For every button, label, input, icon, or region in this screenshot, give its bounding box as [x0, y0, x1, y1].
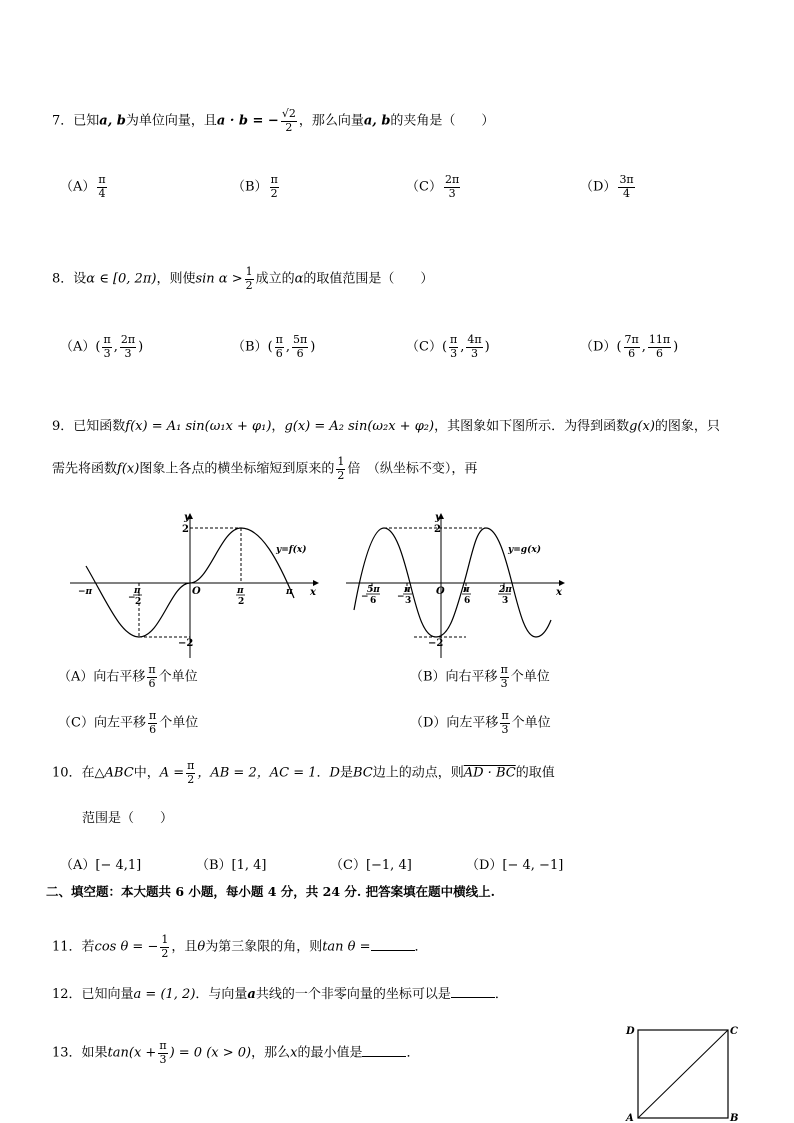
- frac-den: 6: [148, 676, 156, 690]
- q13-x: x: [290, 1045, 298, 1061]
- q9-text: 需先将函数: [52, 461, 118, 477]
- frac-num: π: [275, 333, 283, 346]
- q8-option-c[interactable]: （C）( $\frac{\pi}{3}$ , $\frac{4\pi}{3}$ ): [406, 333, 490, 360]
- frac-num: 2π: [444, 173, 460, 186]
- option-tail: 个单位: [159, 715, 199, 731]
- q11-text: 11．若: [52, 939, 95, 955]
- q10-text: 10．在△: [52, 765, 105, 781]
- option-fraction: [102, 334, 111, 360]
- q8-text: 8．设: [52, 271, 87, 287]
- section-title: 二、填空题：本大题共 6 小题，每小题 4 分，共 24 分. 把答案填在题中横线上.: [46, 884, 495, 899]
- q13-text: ．: [406, 1045, 420, 1061]
- x-tick: 6: [370, 596, 377, 606]
- x-tick: −: [397, 592, 405, 602]
- y-tick: 2: [182, 524, 189, 535]
- frac-num: π: [500, 663, 508, 676]
- q10-triangle: ABC: [104, 765, 134, 781]
- q10-angle: A =: [159, 765, 185, 781]
- q8-alpha: α: [294, 271, 304, 287]
- q8-option-a[interactable]: （A）( $\frac{\pi}{3}$ , $\frac{2\pi}{3}$ ): [60, 333, 144, 360]
- origin-label: O: [436, 586, 445, 597]
- q8-text: 成立的: [255, 271, 295, 287]
- y-tick: 2: [434, 524, 441, 535]
- option-fraction: [648, 334, 671, 360]
- q10-option-b[interactable]: （B）[1, 4]: [196, 858, 267, 873]
- q12-text: ．与向量: [195, 987, 248, 1002]
- question-9-stem-line2: [52, 456, 477, 482]
- option-label: （A）向右平移: [58, 669, 146, 685]
- q7-text: 为单位向量，且: [125, 113, 217, 129]
- q9-option-c[interactable]: [58, 710, 198, 736]
- option-fraction: [292, 334, 308, 360]
- q12-vector-a: a: [247, 987, 256, 1002]
- q7-text: ，那么向量: [298, 113, 364, 129]
- q7-option-a[interactable]: [60, 174, 109, 200]
- y-tick: −2: [428, 638, 444, 649]
- option-tail: 个单位: [511, 715, 551, 731]
- q10-option-d[interactable]: （D）[− 4, −1]: [466, 858, 564, 873]
- question-13-stem: [52, 1040, 420, 1066]
- frac-den: 2: [161, 946, 169, 960]
- frac-num: 11π: [648, 333, 671, 346]
- option-fraction: [449, 334, 458, 360]
- frac-den: 6: [296, 346, 304, 360]
- frac-den: 3: [450, 346, 458, 360]
- option-fraction: [444, 174, 460, 200]
- frac-num: π: [98, 173, 106, 186]
- question-10-stem: [52, 760, 555, 786]
- x-tick: 3: [502, 596, 509, 606]
- q7-text: 的夹角是（ ）: [390, 113, 495, 129]
- option-fraction: [275, 334, 284, 360]
- frac-num: π: [270, 173, 278, 186]
- q9-text: ，其图象如下图所示．为得到函数: [434, 419, 630, 434]
- option-tail: 个单位: [158, 669, 198, 685]
- frac-num: π: [501, 709, 509, 722]
- question-7-stem: [52, 108, 494, 134]
- q13-fraction: [158, 1040, 167, 1066]
- frac-den: 2: [337, 468, 345, 482]
- option-fraction: [270, 174, 279, 200]
- question-10-stem-line2: 范围是（ ）: [82, 811, 174, 826]
- q10-text: ．: [316, 765, 330, 781]
- q9-option-d[interactable]: [410, 710, 551, 736]
- frac-den: 2: [285, 120, 293, 134]
- option-label: （A）: [60, 179, 96, 195]
- q9-text: ，: [271, 419, 285, 434]
- q9-text: 9．已知函数: [52, 419, 126, 434]
- answer-blank[interactable]: [371, 939, 415, 951]
- vertex-c: C: [730, 1026, 738, 1037]
- q9-text: 的图象，只: [654, 419, 720, 434]
- diagonal: [638, 1030, 728, 1118]
- frac-num: 1: [161, 933, 169, 946]
- frac-den: 3: [501, 722, 509, 736]
- graph-g: [344, 510, 570, 660]
- frac-den: 3: [448, 186, 456, 200]
- frac-den: 4: [623, 186, 631, 200]
- q11-text: ．: [414, 939, 428, 955]
- frac-den: 3: [500, 676, 508, 690]
- frac-den: 6: [275, 346, 283, 360]
- q7-option-b[interactable]: [232, 174, 281, 200]
- q11-text: ，且: [171, 939, 198, 955]
- option-fraction: [120, 334, 136, 360]
- q8-inequality: sin α >: [195, 271, 243, 287]
- q9-gx: g(x): [629, 419, 655, 434]
- x-tick: π: [463, 585, 470, 595]
- question-12-stem: [52, 986, 508, 1001]
- x-tick: 5π: [367, 585, 380, 595]
- q9-fraction: [336, 456, 345, 482]
- x-tick: −: [128, 593, 136, 603]
- x-label: x: [310, 587, 316, 598]
- question-9-stem: [52, 420, 720, 433]
- x-tick: 2π: [499, 585, 512, 595]
- frac-num: 7π: [624, 333, 639, 346]
- frac-den: 6: [149, 722, 157, 736]
- x-tick: π: [134, 586, 141, 596]
- frac-num: π: [103, 333, 111, 346]
- frac-den: 3: [103, 346, 111, 360]
- curve-label: y=g(x): [508, 545, 541, 555]
- question-11-stem: [52, 934, 428, 960]
- x-label: x: [556, 587, 562, 598]
- curve-label: y=f(x): [276, 545, 307, 555]
- q9-option-a[interactable]: [58, 664, 198, 690]
- y-label: y: [435, 512, 441, 523]
- q10-text: 中，: [133, 765, 160, 781]
- q12-vector: a = (1, 2): [133, 987, 196, 1002]
- frac-num: 1: [245, 265, 253, 278]
- q13-text: 13．如果: [52, 1045, 108, 1061]
- frac-den: 2: [245, 278, 253, 292]
- x-tick: −: [361, 592, 369, 602]
- q12-text: ．: [494, 987, 508, 1002]
- q10-text: 的取值: [515, 765, 555, 781]
- q11-tan: tan θ =: [322, 939, 371, 955]
- q9-text: 图象上各点的横坐标缩短到原来的: [139, 461, 335, 477]
- option-label: （B）: [232, 179, 268, 195]
- option-fraction: [618, 174, 634, 200]
- frac-num: 5π: [293, 333, 308, 346]
- q9-g-definition: g(x) = A₂ sin(ω₂x + φ₂): [284, 419, 435, 434]
- q8-domain: α ∈ [0, 2π): [86, 271, 157, 287]
- x-tick: 6: [464, 596, 471, 606]
- frac-den: 4: [98, 186, 106, 200]
- option-label: （B）向右平移: [410, 669, 498, 685]
- q8-text: ，则使: [156, 271, 196, 287]
- q7-vectors: a, b: [363, 113, 391, 129]
- frac-num: 1: [337, 455, 345, 468]
- option-fraction: [500, 664, 509, 690]
- q7-fraction: [281, 108, 297, 134]
- q8-text: 的取值范围是（ ）: [303, 271, 434, 287]
- frac-den: 2: [187, 772, 195, 786]
- q10-point-d: D: [329, 765, 340, 781]
- q13-text: 的最小值是: [297, 1045, 363, 1061]
- q7-option-d[interactable]: [580, 174, 637, 200]
- frac-num: π: [148, 709, 157, 722]
- square-diagram: [622, 1020, 744, 1123]
- frac-num: 2π: [120, 333, 136, 346]
- x-tick: 2: [238, 597, 245, 607]
- q11-fraction: [160, 934, 169, 960]
- option-fraction: [466, 334, 482, 360]
- origin-label: O: [192, 586, 201, 597]
- frac-num: π: [159, 1039, 167, 1052]
- q10-fraction: [186, 760, 195, 786]
- option-label: （A）: [60, 339, 96, 355]
- frac-num: π: [148, 663, 156, 676]
- frac-den: 3: [471, 346, 479, 360]
- q9-fx: f(x): [117, 461, 140, 477]
- frac-den: 6: [656, 346, 663, 360]
- option-tail: 个单位: [510, 669, 550, 685]
- answer-blank[interactable]: [451, 986, 495, 998]
- q10-dot-expr: AD · BC: [463, 765, 516, 781]
- q8-option-d[interactable]: （D）( $\frac{7\pi}{6}$ , $\frac{11\pi}{6}$ ): [580, 333, 679, 360]
- q11-cos: cos θ = −: [94, 939, 159, 955]
- option-label: （C）: [406, 179, 442, 195]
- frac-den: 2: [270, 186, 278, 200]
- x-tick: 3: [405, 596, 412, 606]
- q7-dot-product: a · b = −: [216, 113, 279, 129]
- option-fraction: [148, 710, 157, 736]
- vertex-d: D: [626, 1026, 635, 1037]
- q8-option-b[interactable]: （B）( $\frac{\pi}{6}$ , $\frac{5\pi}{6}$ ): [232, 333, 316, 360]
- option-fraction: [500, 710, 509, 736]
- option-label: （D）: [580, 339, 617, 355]
- q8-fraction: [245, 266, 254, 292]
- q13-tan: tan(x +: [107, 1045, 157, 1061]
- q12-text: 12．已知向量: [52, 987, 134, 1002]
- q10-ac: ，AC = 1: [256, 765, 317, 781]
- vertex-b: B: [730, 1113, 739, 1123]
- q9-f-definition: f(x) = A₁ sin(ω₁x + φ₁): [125, 419, 272, 434]
- frac-num: π: [187, 759, 195, 772]
- question-8-stem: [52, 266, 433, 292]
- graph-f: [66, 510, 326, 660]
- x-tick: 2: [135, 597, 142, 607]
- option-label: （B）: [232, 339, 268, 355]
- x-tick: −π: [78, 587, 93, 597]
- q7-option-c[interactable]: [406, 174, 462, 200]
- option-label: （C）: [406, 339, 442, 355]
- q10-text: 是: [339, 765, 353, 781]
- q10-ab: ，AB = 2: [197, 765, 257, 781]
- frac-den: 6: [628, 346, 636, 360]
- frac-num: 3π: [619, 173, 634, 186]
- q10-text: 边上的动点，则: [372, 765, 464, 781]
- option-label: （D）: [580, 179, 617, 195]
- option-label: （D）向左平移: [410, 715, 499, 731]
- frac-den: 3: [159, 1052, 167, 1066]
- q11-text: 为第三象限的角，则: [205, 939, 323, 955]
- q10-option-a[interactable]: （A）[− 4,1]: [60, 858, 142, 873]
- q10-option-c[interactable]: （C）[−1, 4]: [330, 858, 412, 873]
- q13-text: ，那么: [251, 1045, 291, 1061]
- q13-tan: ) = 0 (x > 0): [169, 1045, 252, 1061]
- q11-theta: θ: [197, 939, 206, 955]
- q7-vectors: a, b: [99, 113, 126, 129]
- option-fraction: [147, 664, 156, 690]
- q7-text: 7．已知: [52, 113, 100, 129]
- q9-option-b[interactable]: [410, 664, 550, 690]
- option-fraction: [624, 334, 640, 360]
- x-tick: π: [404, 585, 411, 595]
- frac-num: 4π: [467, 333, 482, 346]
- option-fraction: [97, 174, 106, 200]
- frac-den: 3: [124, 346, 132, 360]
- q10-bc: BC: [352, 765, 373, 781]
- option-label: （C）向左平移: [58, 715, 146, 731]
- q12-text: 共线的一个非零向量的坐标可以是: [255, 987, 451, 1002]
- vertex-a: A: [626, 1113, 634, 1123]
- frac-num: √2: [281, 107, 296, 120]
- q9-text: 倍 （纵坐标不变），再: [347, 461, 478, 477]
- x-tick: π: [237, 586, 244, 596]
- y-tick: −2: [178, 638, 194, 649]
- answer-blank[interactable]: [362, 1045, 406, 1057]
- frac-num: π: [450, 333, 458, 346]
- x-tick: π: [286, 587, 293, 597]
- y-label: y: [184, 512, 190, 523]
